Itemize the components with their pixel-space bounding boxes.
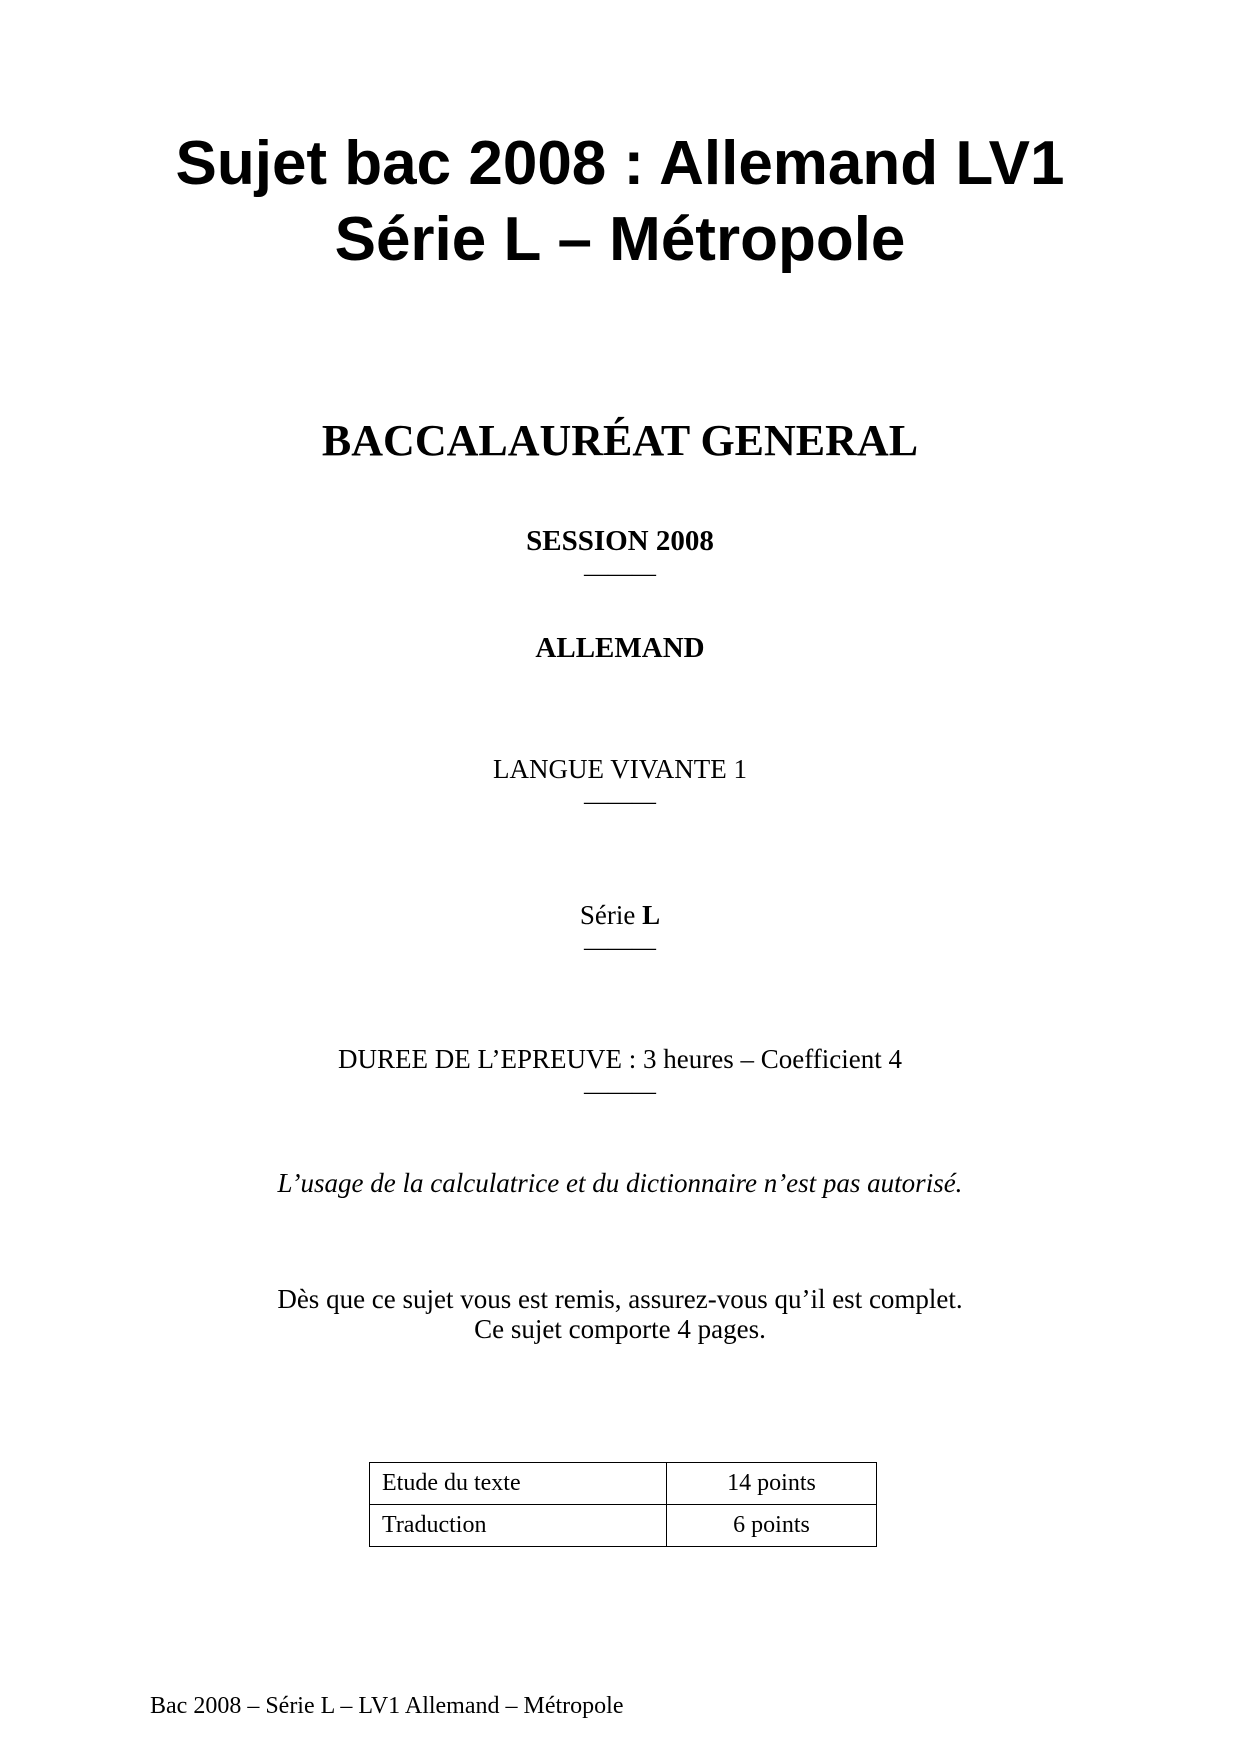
table-row [370,1505,877,1547]
series [0,900,1240,931]
subject: ALLEMAND [535,632,705,664]
separator-4: ——— [584,1079,656,1105]
series-prefix: Série [579,900,643,930]
score-table [369,1462,877,1547]
score-part: Etude du texte [370,1463,667,1505]
session: SESSION 2008 [526,525,714,557]
calculator-notice: L’usage de la calculatrice et du dictionnaire n’est pas autorisé. [277,1168,963,1198]
instructions-line-2: Ce sujet comporte 4 pages. [474,1314,766,1344]
exam-name: BACCALAURÉAT GENERAL [321,416,919,465]
score-points: 6 points [667,1505,877,1547]
table-row [370,1463,877,1505]
page-title-line-1: Sujet bac 2008 : Allemand LV1 [175,129,1065,198]
page-title-line-2: Série L – Métropole [334,205,906,274]
separator-2: ——— [584,789,656,815]
separator-1: ——— [584,561,656,587]
page-footer: Bac 2008 – Série L – LV1 Allemand – Métropole [150,1693,624,1719]
language-level: LANGUE VIVANTE 1 [493,754,747,784]
instructions-line-1: Dès que ce sujet vous est remis, assurez-vous qu’il est complet. [277,1284,963,1314]
score-points: 14 points [667,1463,877,1505]
series-letter: L [642,900,661,930]
score-part: Traduction [370,1505,667,1547]
exam-duration: DUREE DE L’EPREUVE : 3 heures – Coefficient 4 [338,1044,902,1074]
separator-3: ——— [584,935,656,961]
